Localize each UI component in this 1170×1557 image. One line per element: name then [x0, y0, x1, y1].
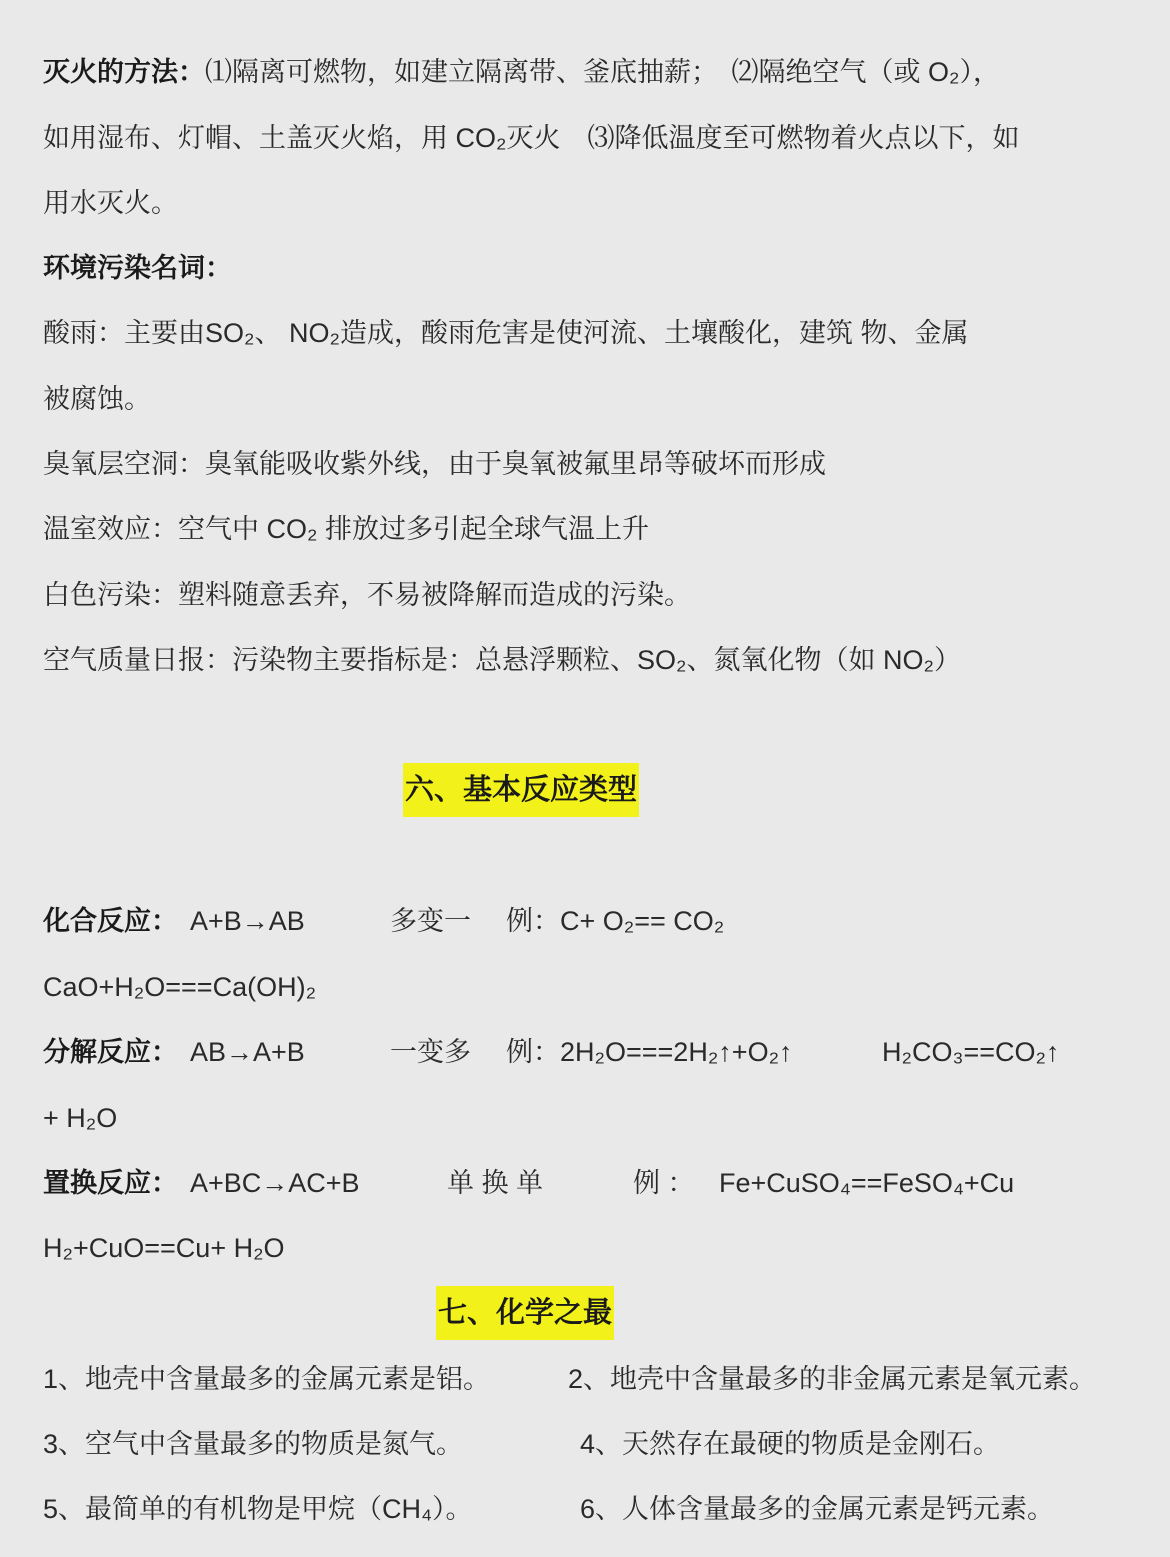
fire-methods-line-3: 用水灭火。: [43, 188, 178, 218]
acid-rain-line-1: 酸雨：主要由SO₂、 NO₂造成，酸雨危害是使河流、土壤酸化，建筑 物、金属: [43, 318, 969, 348]
displacement-formula: A+BC→AC+B: [190, 1168, 360, 1198]
decomposition-desc: 一变多: [390, 1037, 471, 1067]
list-item: 3、空气中含量最多的物质是氮气。: [43, 1429, 464, 1459]
list-item: 2、地壳中含量最多的非金属元素是氧元素。: [568, 1364, 1097, 1394]
white-pollution: 白色污染：塑料随意丢弃，不易被降解而造成的污染。: [43, 580, 691, 610]
fire-methods-label: 灭火的方法：: [43, 57, 205, 87]
combination-example: 例：C+ O₂== CO₂: [506, 906, 725, 936]
ozone-hole: 臭氧层空洞：臭氧能吸收紫外线，由于臭氧被氟里昂等破坏而形成: [43, 449, 826, 479]
combination-formula: A+B→AB: [190, 906, 305, 936]
fire-methods-text: ⑴隔离可燃物，如建立隔离带、釜底抽薪； ⑵隔绝空气（或 O₂），: [205, 57, 1000, 87]
decomposition-example-cont: + H₂O: [43, 1103, 118, 1133]
combination-desc: 多变一: [390, 906, 471, 936]
acid-rain-line-2: 被腐蚀。: [43, 384, 151, 414]
section-6-title: 六、基本反应类型: [403, 763, 639, 817]
displacement-label: 置换反应：: [43, 1168, 178, 1198]
fire-methods-line-2: 如用湿布、灯帽、土盖灭火焰，用 CO₂灭火 ⑶降低温度至可燃物着火点以下，如: [43, 123, 1020, 153]
list-item: 1、地壳中含量最多的金属元素是铝。: [43, 1364, 491, 1394]
pollution-label: [43, 250, 232, 286]
displacement-example: Fe+CuSO₄==FeSO₄+Cu: [719, 1168, 1015, 1198]
displacement-desc: 单 换 单: [447, 1168, 544, 1198]
list-item: 6、人体含量最多的金属元素是钙元素。: [580, 1494, 1055, 1524]
fire-methods-line-1: [43, 54, 1000, 90]
decomposition-formula: AB→A+B: [190, 1037, 305, 1067]
combination-example-cont: CaO+H₂O===Ca(OH)₂: [43, 972, 317, 1002]
combination-label: 化合反应：: [43, 906, 178, 936]
decomposition-example: 例：2H₂O===2H₂↑+O₂↑: [506, 1037, 793, 1067]
list-item: 4、天然存在最硬的物质是金刚石。: [580, 1429, 1001, 1459]
greenhouse-effect: 温室效应：空气中 CO₂ 排放过多引起全球气温上升: [43, 514, 649, 544]
pollution-heading: 环境污染名词：: [43, 253, 232, 283]
displacement-example-label: 例 ：: [633, 1168, 695, 1198]
displacement-example-cont: H₂+CuO==Cu+ H₂O: [43, 1233, 285, 1263]
air-quality-report: 空气质量日报：污染物主要指标是：总悬浮颗粒、SO₂、氮氧化物（如 NO₂）: [43, 645, 961, 675]
decomposition-label: 分解反应：: [43, 1037, 178, 1067]
decomposition-example-2: H₂CO₃==CO₂↑: [882, 1037, 1060, 1067]
section-7-title: 七、化学之最: [436, 1286, 614, 1340]
list-item: 5、最简单的有机物是甲烷（CH₄）。: [43, 1494, 473, 1524]
